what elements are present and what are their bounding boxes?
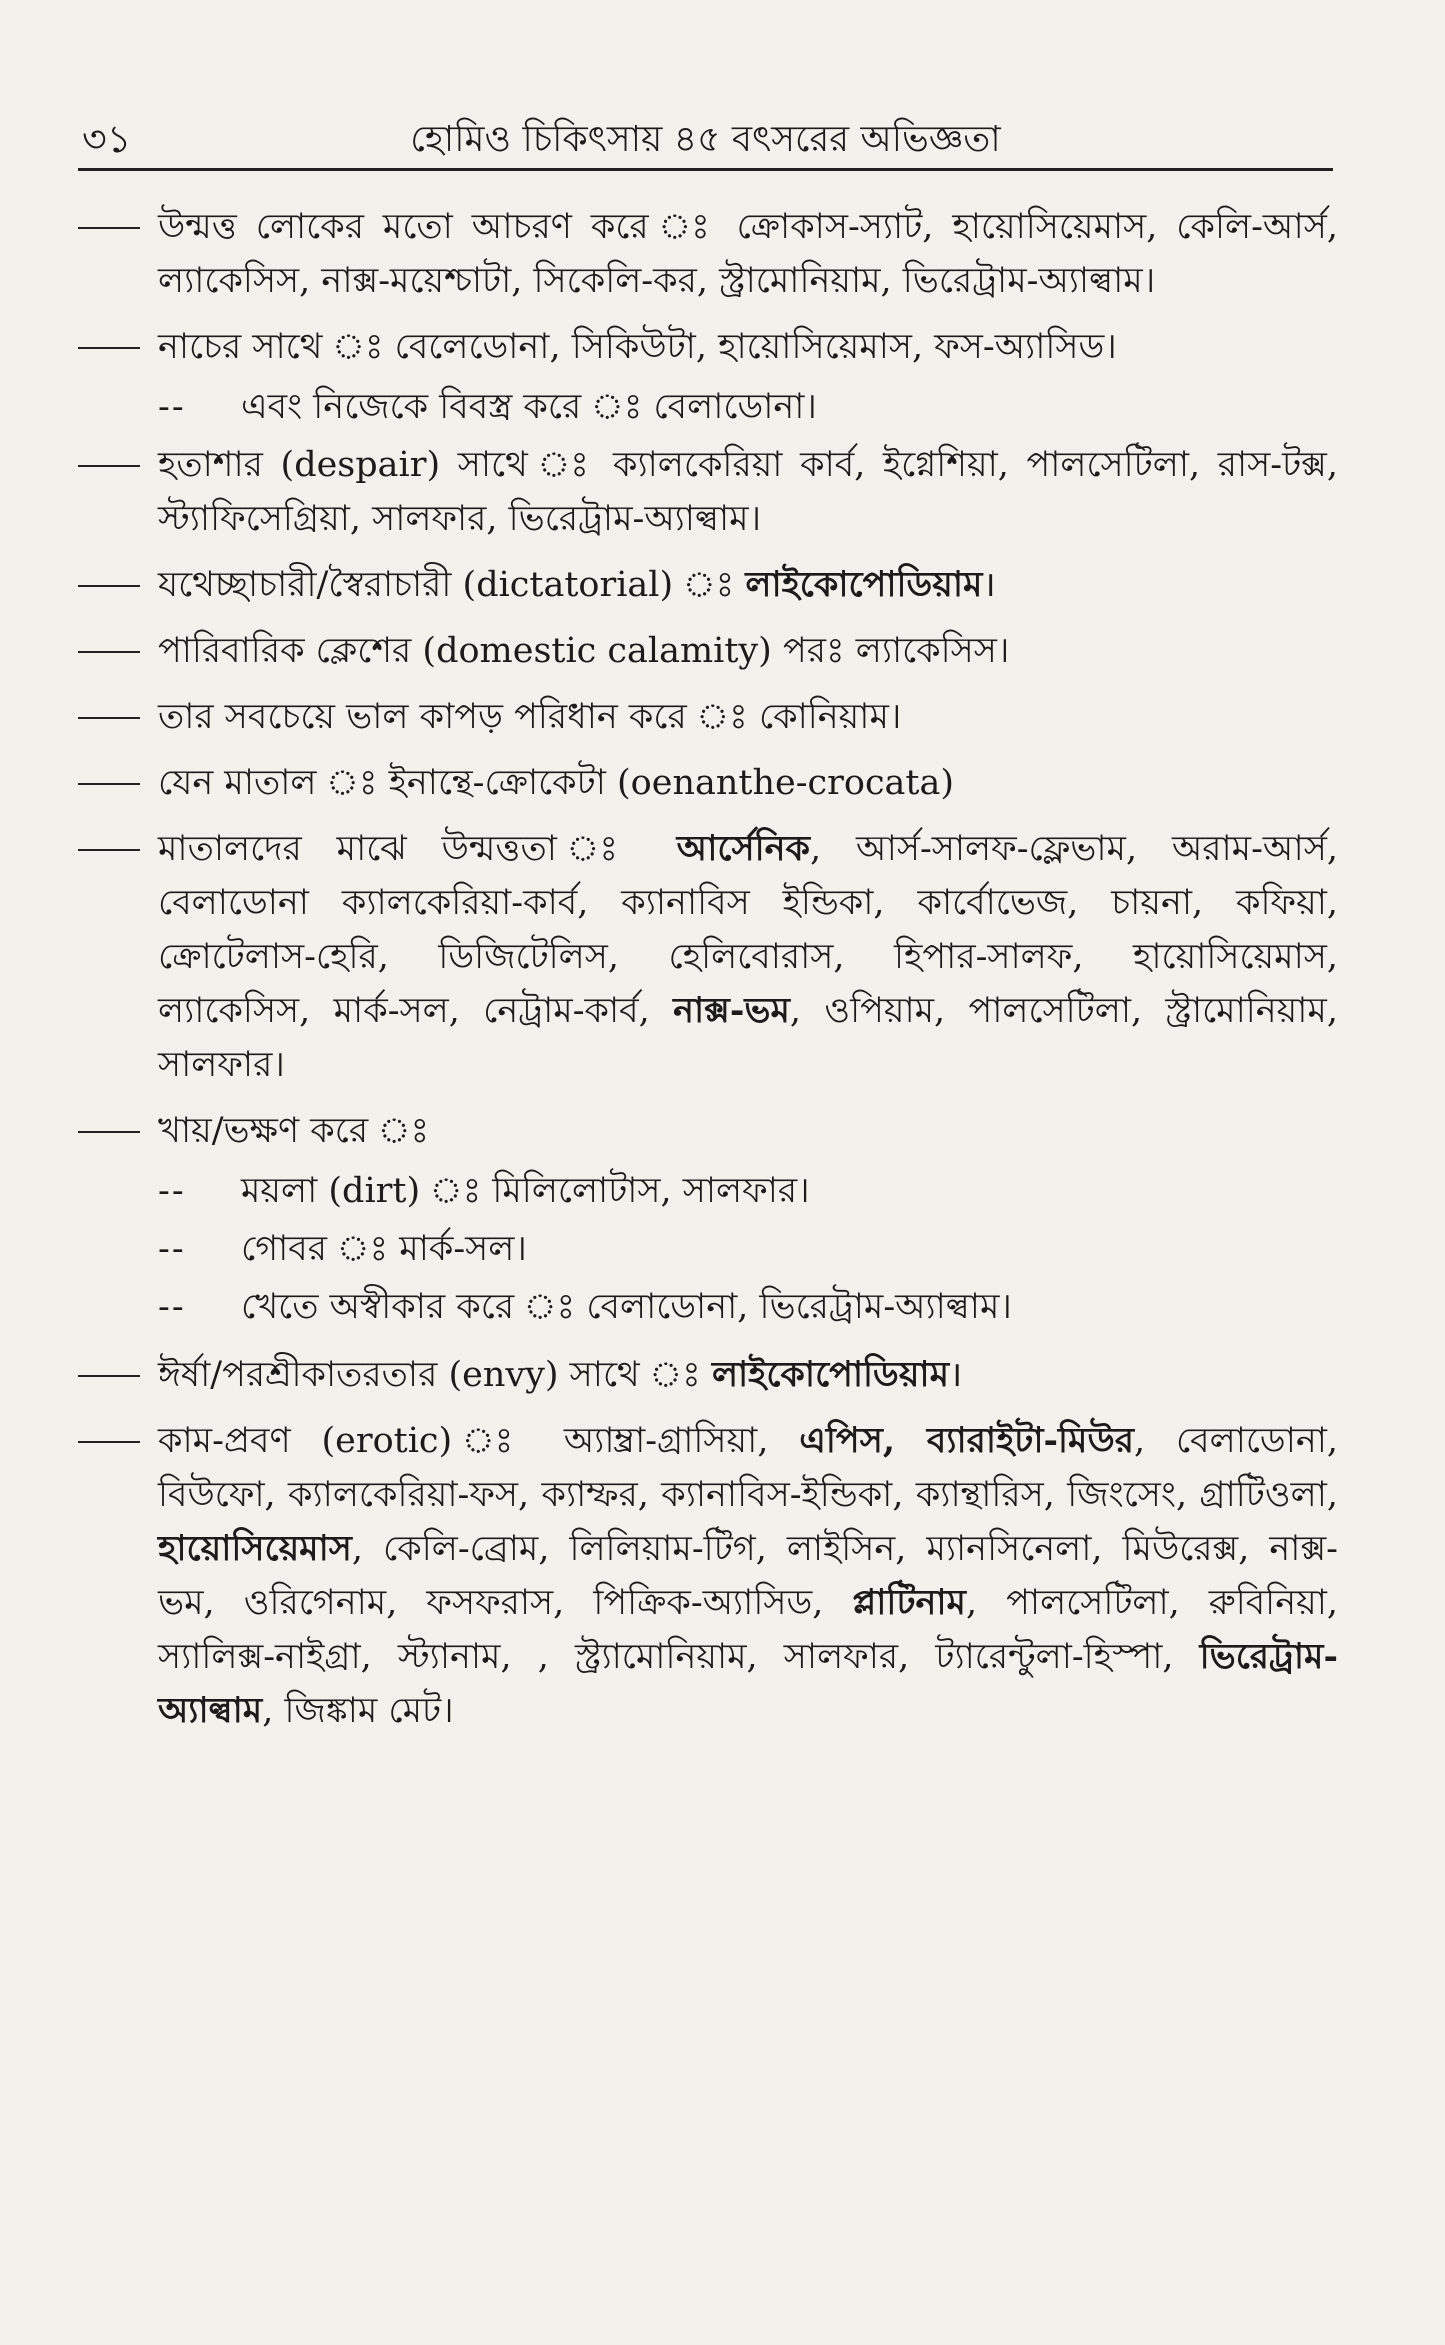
bold-remedy: ভিরেট্রাম-অ্যাল্বাম [158,1636,1338,1731]
bold-remedy: লাইকোপোডিয়াম [745,564,983,605]
entry-as-if-drunk [78,756,1338,810]
entry-text: যেন মাতাল ঃ ইনান্থে-ক্রোকেটা (oenanthe-crocata) [158,763,955,803]
sub-entry-text: ময়লা (dirt) ঃ মিলিলোটাস, সালফার। [241,1171,810,1211]
double-dash: -- [158,1171,186,1211]
text-span: , কেলি-ব্রোম, লিলিয়াম-টিগ, লাইসিন, ম্যানসিনেলা, মিউরেক্স, নাক্স-ভম, ওরিগেনাম, ফসফরাস, পিক্রিক-অ্যাসিড, [158,1529,1338,1623]
sub-entry-undress [78,380,1338,434]
entry-text [158,1348,1338,1402]
bold-remedy: আর্সেনিক [676,828,811,869]
entry-text: হতাশার (despair) সাথে ঃ ক্যালকেরিয়া কার্ব, ইগ্নেশিয়া, পালসেটিলা, রাস-টক্স, স্ট্যাফিসেগ্রিয়া, সালফার, ভিরেট্রাম-অ্যাল্বাম। [158,445,1338,539]
text-span: যথেচ্ছাচারী/স্বৈরাচারী (dictatorial) ঃ [158,565,746,605]
em-dash [78,347,140,349]
double-dash: -- [158,1287,186,1327]
entry-dancing [78,320,1338,374]
em-dash [78,465,140,467]
text-span: । [982,565,996,605]
entry-best-clothes [78,690,1338,744]
entry-text: নাচের সাথে ঃ বেলেডোনা, সিকিউটা, হায়োসিয়েমাস, ফস-অ্যাসিড। [158,327,1117,367]
page-body [78,200,1338,1750]
bold-remedy: নাক্স-ভম [673,990,790,1031]
em-dash [78,585,140,587]
bold-remedy: লাইকোপোডিয়াম [711,1354,950,1395]
em-dash [78,717,140,719]
entry-text [158,1414,1338,1738]
em-dash [78,783,140,785]
page-header [78,108,1333,171]
em-dash [78,651,140,653]
text-span: কাম-প্রবণ (erotic) ঃ অ্যাম্ব্রা-গ্রাসিয়া, [158,1421,800,1461]
text-span: । [949,1355,963,1395]
entry-eats [78,1104,1338,1158]
em-dash [78,1131,140,1133]
entry-text [158,558,1338,612]
double-dash: -- [158,387,186,427]
entry-text: উন্মত্ত লোকের মতো আচরণ করে ঃ ক্রোকাস-স্যাট, হায়োসিয়েমাস, কেলি-আর্স, ল্যাকেসিস, নাক্স-ময়েশ্চাটা, সিকেলি-কর, স্ট্রামোনিয়াম, ভিরেট্রাম-অ্যাল্বাম। [158,207,1338,301]
sub-entry-refuses-food [78,1280,1338,1334]
text-span: ঈর্ষা/পরশ্রীকাতরতার (envy) সাথে ঃ [158,1355,712,1395]
entry-envy [78,1348,1338,1402]
entry-mania-drunkards [78,822,1338,1092]
text-span: , জিঙ্কাম মেট। [262,1691,454,1731]
text-span: , আর্স-সালফ-ফ্লেভাম, অরাম-আর্স, বেলাডোনা ক্যালকেরিয়া-কার্ব, ক্যানাবিস ইন্ডিকা, কার্বোভেজ, চায়না, কফিয়া, ক্রোটেলাস-হেরি, ডিজিটেলিস, হেলিবোরাস, হিপার-সালফ, হায়োসিয়েমাস, ল্যাকেসিস, মার্ক-সল, নেট্রাম-কার্ব, [158,829,1338,1031]
entry-insane-behavior [78,200,1338,308]
entry-domestic-calamity [78,624,1338,678]
sub-entry-text: খেতে অস্বীকার করে ঃ বেলাডোনা, ভিরেট্রাম-অ্যাল্বাম। [241,1287,1012,1327]
bold-remedy: এপিস, ব্যারাইটা-মিউর [799,1420,1134,1461]
entry-dictatorial [78,558,1338,612]
em-dash [78,227,140,229]
entry-text [158,822,1338,1092]
text-span: মাতালদের মাঝে উন্মত্ততা ঃ [158,829,677,869]
em-dash [78,1375,140,1377]
entry-text: পারিবারিক ক্লেশের (domestic calamity) পরঃ ল্যাকেসিস। [158,631,1010,671]
em-dash [78,1441,140,1443]
sub-entry-text: এবং নিজেকে বিবস্ত্র করে ঃ বেলাডোনা। [241,387,817,427]
bold-remedy: হায়োসিয়েমাস [158,1528,352,1569]
text-span: , ওপিয়াম, পালসেটিলা, স্ট্রামোনিয়াম, সালফার। [158,991,1338,1085]
sub-entry-dung [78,1222,1338,1276]
entry-text: খায়/ভক্ষণ করে ঃ [158,1111,430,1151]
entry-despair [78,438,1338,546]
sub-entry-dirt [78,1164,1338,1218]
entry-text: তার সবচেয়ে ভাল কাপড় পরিধান করে ঃ কোনিয়াম। [158,697,902,737]
bold-remedy: প্লাটিনাম [852,1582,966,1623]
entry-erotic [78,1414,1338,1738]
double-dash: -- [158,1229,186,1269]
em-dash [78,849,140,851]
page-number: ৩১ [82,117,132,161]
sub-entry-text: গোবর ঃ মার্ক-সল। [241,1229,527,1269]
text-span: , পালসেটিলা, রুবিনিয়া, স্যালিক্স-নাইগ্রা, স্ট্যানাম, , স্ট্র্যামোনিয়াম, সালফার, ট্যারেন্টুলা-হিস্পা, [158,1583,1338,1677]
text-span: , বেলাডোনা, বিউফো, ক্যালকেরিয়া-ফস, ক্যাম্ফর, ক্যানাবিস-ইন্ডিকা, ক্যান্থারিস, জিংসেং, গ্রাটিওলা, [158,1421,1339,1515]
running-title: হোমিও চিকিৎসায় ৪৫ বৎসরের অভিজ্ঞতা [410,119,1001,160]
